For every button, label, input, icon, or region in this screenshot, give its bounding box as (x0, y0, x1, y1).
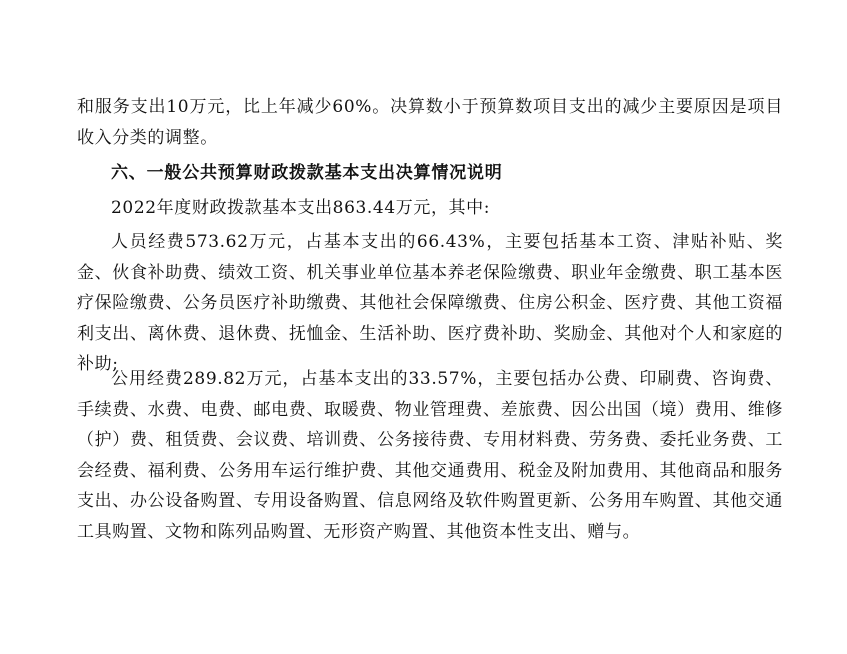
paragraph-basic-expenditure-total: 2022年度财政拨款基本支出863.44万元，其中: (111, 198, 491, 218)
paragraph-personnel-expenses: 人员经费573.62万元，占基本支出的66.43%，主要包括基本工资、津贴补贴、奖金、伙食补助费、绩效工资、机关事业单位基本养老保险缴费、职业年金缴费、职工基本医疗保险缴费、公务员医疗补助缴费、其他社会保障缴费、住房公积金、医疗费、其他工资福利支出、离休费、退休费、抚恤金、生活补助、医疗费补助、奖励金、其他对个人和家庭的补助; (77, 232, 783, 374)
paragraph-public-expenses: 公用经费289.82万元，占基本支出的33.57%，主要包括办公费、印刷费、咨询费、手续费、水费、电费、邮电费、取暖费、物业管理费、差旅费、因公出国（境）费用、维修（护）费、租赁费、会议费、培训费、公务接待费、专用材料费、劳务费、委托业务费、工会经费、福利费、公务用车运行维护费、其他交通费用、税金及附加费用、其他商品和服务支出、办公设备购置、专用设备购置、信息网络及软件购置更新、公务用车购置、其他交通工具购置、文物和陈列品购置、无形资产购置、其他资本性支出、赠与。 (77, 369, 783, 542)
section-heading: 六、一般公共预算财政拨款基本支出决算情况说明 (111, 163, 503, 183)
paragraph-continuation: 和服务支出10万元，比上年减少60%。决算数小于预算数项目支出的减少主要原因是项目收入分类的调整。 (77, 97, 783, 148)
